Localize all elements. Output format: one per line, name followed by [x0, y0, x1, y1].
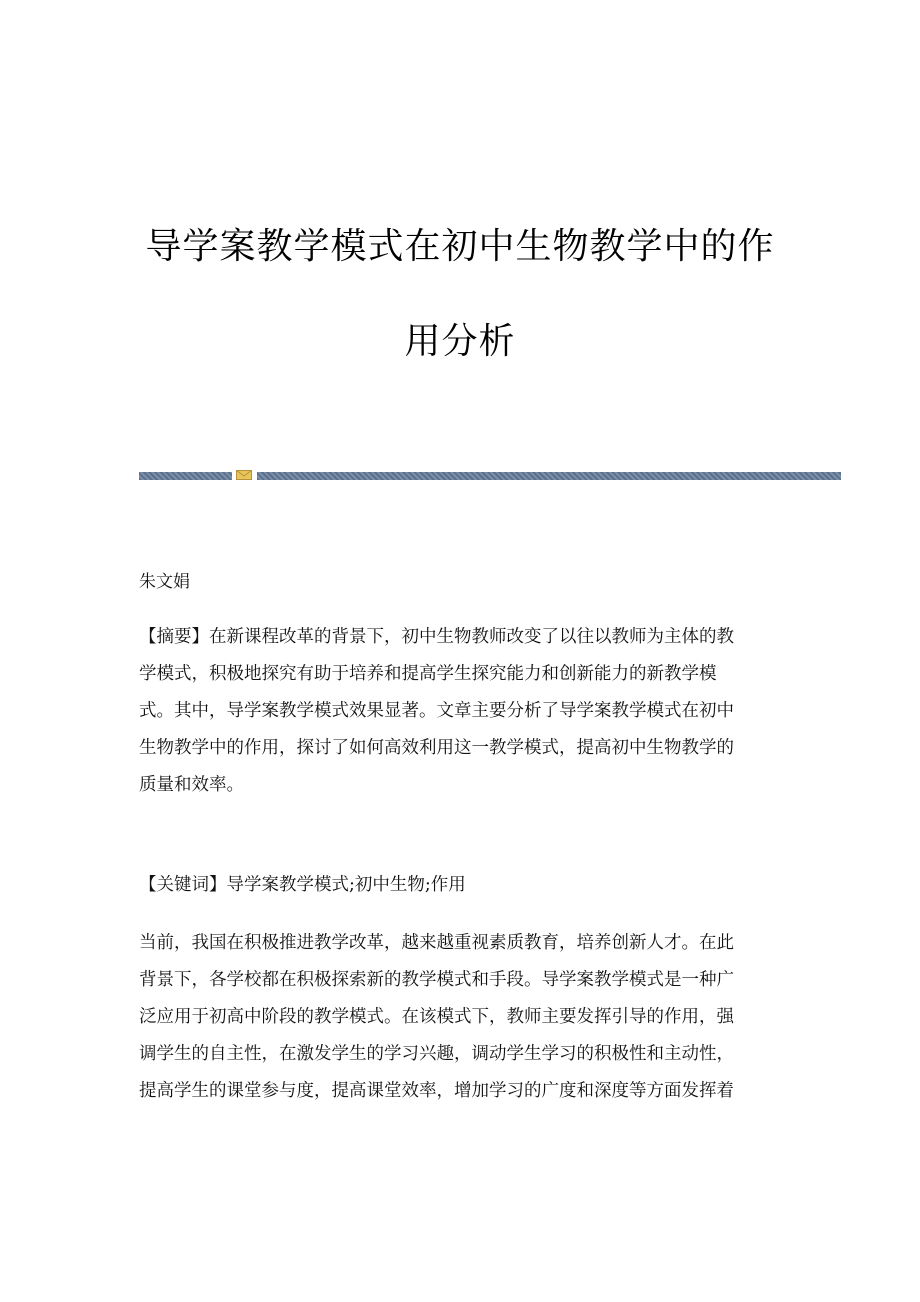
abstract-paragraph: [139, 619, 779, 804]
abstract-line: 质量和效率。: [139, 775, 244, 795]
body-line: 调学生的自主性，在激发学生的学习兴趣，调动学生学习的积极性和主动性，: [139, 1044, 734, 1064]
abstract-line: 式。其中，导学案教学模式效果显著。文章主要分析了导学案教学模式在初中: [139, 701, 734, 721]
body-line: 当前，我国在积极推进教学改革，越来越重视素质教育，培养创新人才。在此: [139, 933, 734, 953]
body-line: 提高学生的课堂参与度，提高课堂效率，增加学习的广度和深度等方面发挥着: [139, 1081, 734, 1101]
abstract-line: 学模式，积极地探究有助于培养和提高学生探究能力和创新能力的新教学模: [139, 664, 717, 684]
envelope-icon: [236, 469, 252, 481]
body-line: 泛应用于初高中阶段的教学模式。在该模式下，教师主要发挥引导的作用，强: [139, 1007, 734, 1027]
page-title-line-1: 导学案教学模式在初中生物教学中的作: [145, 226, 775, 267]
decorative-divider: [139, 472, 841, 480]
keywords-paragraph: [139, 867, 779, 904]
body-paragraph: [139, 925, 779, 1110]
body-line: 背景下，各学校都在积极探索新的教学模式和手段。导学案教学模式是一种广: [139, 970, 734, 990]
author-name: 朱文娟: [139, 572, 190, 592]
divider-bar-right: [257, 472, 841, 480]
abstract-line: 【摘要】在新课程改革的背景下，初中生物教师改变了以往以教师为主体的教: [139, 627, 734, 647]
page-title-line-2: 用分析: [404, 321, 516, 362]
keywords-line: 【关键词】导学案教学模式;初中生物;作用: [139, 875, 466, 895]
divider-bar-left: [139, 472, 232, 480]
abstract-line: 生物教学中的作用，探讨了如何高效利用这一教学模式，提高初中生物教学的: [139, 738, 734, 758]
